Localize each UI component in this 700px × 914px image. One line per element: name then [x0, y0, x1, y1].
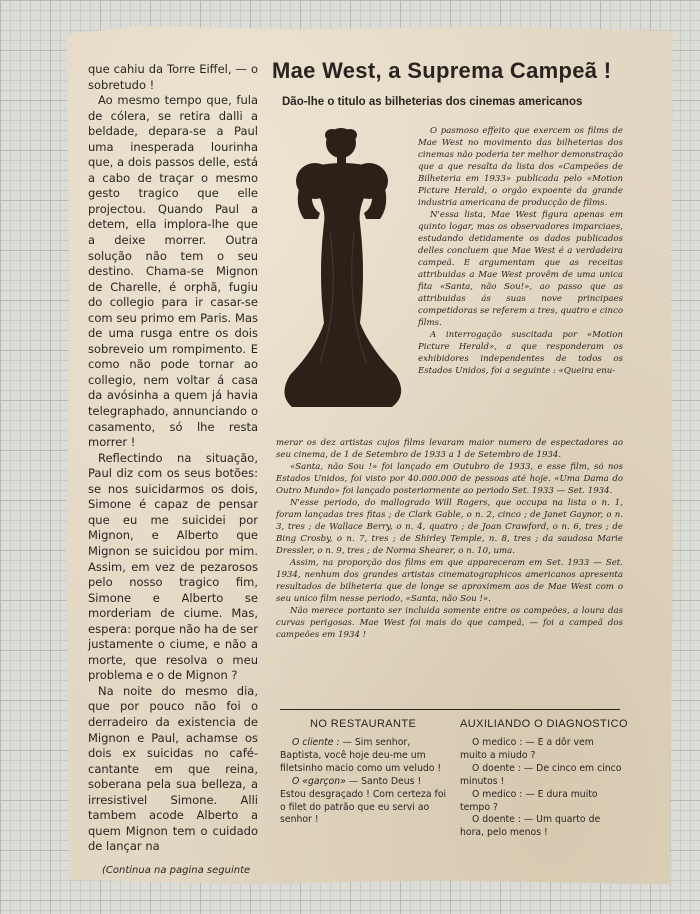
- story-paragraph: que cahiu da Torre Eiffel, — o sobretudo !: [88, 62, 258, 92]
- story-paragraph: Reflectindo na situação, Paul diz com os seus botões: se nos suicidarmos os dois, Simone é capaz de pensar que eu me suicidei por Mignon, e Alberto que Mignon se suicidou por mim. Assim, em vez de pezarosos pelo nosso tragico fim, Simone e Alberto se morderiam de ciume. Mas, espera: porque não ha de ser justamente o ciume, e não a morte, que resolva o meu problema e o de Mignon ?: [88, 450, 258, 683]
- joke-title-restaurante: NO RESTAURANTE: [310, 718, 417, 730]
- article-right-column: [418, 125, 623, 377]
- joke-restaurante: [280, 737, 448, 827]
- article-paragraph: O pasmoso effeito que exercem os films de Mae West no movimento das bilheterias dos cinemas não poderia ter melhor demonstração que a que resalta da lista dos «Campeões de Bilheteria em 1933» publicada pelo «Motion Picture Herald, o orgão expoente da grande industria americana de producção de films.: [418, 126, 623, 208]
- joke-line: O cliente : — Sim senhor, Baptista, você hoje deu-me um filetsinho macio como um veludo !: [280, 737, 442, 774]
- article-subheadline: Dão-lhe o titulo as bilheterias dos cinemas americanos: [282, 96, 583, 108]
- joke-line: O medico : — E dura muito tempo ?: [460, 788, 598, 813]
- article-paragraph: merar os dez artistas cujos films levaram maior numero de espectadores ao seu cinema, de 1 de Setembro de 1933 a 1 de Setembro de 1934.: [276, 438, 623, 460]
- joke-diagnostico: [460, 737, 622, 840]
- continued-note: (Continua na pagina seguinte: [102, 864, 251, 876]
- story-paragraph: Ao mesmo tempo que, fula de cólera, se retira dalli a beldade, depara-se a Paul uma inesperada lourinha que, a dois passos delle, está a cabo de traçar o mesmo gesto tragico que elle projectou. Quando Paul a detem, ella implora-lhe que a deixe morrer. Outra solução não tem o seu destino. Chama-se Mignon de Charelle, é orphã, fugiu do collegio para ir casar-se com seu primo em Paris. Mas de uma rusga entre os dois sobreveio um rompimento. E como não pode tornar ao collegio, nem voltar á casa da avósinha a quem já havia telegraphado, annunciando o casamento, só lhe resta morrer !: [88, 93, 258, 450]
- article-paragraph: A interrogação suscitada por «Motion Picture Herald», a que responderam os exhibidores independentes de todos os Estados Unidos, foi a seguinte : «Queira enu-: [418, 330, 623, 376]
- article-paragraph: Não merece portanto ser incluida somente entre os campeões, a loura das curvas perigosas. Mae West foi mais do que campeã, — foi a campeã dos campeões em 1934 !: [276, 606, 623, 640]
- article-paragraph: Assim, na proporção dos films em que appareceram em Set. 1933 — Set. 1934, nenhum dos grandes artistas cinematographicos americanos apresenta resultados de bilheteria que de longe se aproximem aos de Mae West com o seu unico film nesse periodo, «Santa, não Sou !».: [276, 558, 623, 604]
- joke-line: O medico : — E a dôr vem muito a miudo ?: [460, 737, 594, 761]
- article-paragraph: N'esse periodo, do mallogrado Will Rogers, que occupa na lista o n. 1, foram lançadas tres fitas ; de Clark Gable, o n. 2, cinco ; de Janet Gaynor, o n. 3, tres ; de Wallace Berry, o n. 4, quatro ; de Joan Crawford, o n. 6, tres ; de Bing Crosby, o n. 7, tres ; de Shirley Temple, n. 8, tres ; da saudosa Marie Dressler, o n. 9, tres ; de Norma Shearer, o n. 10, uma.: [276, 498, 623, 556]
- article-paragraph: «Santa, não Sou !» foi lançado em Outubro de 1933, e esse film, só nos Estados Unidos, foi visto por 40.000.000 de pessoas até hoje. «Uma Dama do Outro Mundo» foi lançado posteriormente ao periodo Set. 1933 — Set. 1934.: [276, 462, 623, 496]
- section-divider: [280, 709, 620, 710]
- joke-line: O doente : — De cinco em cinco minutos !: [460, 762, 622, 787]
- article-paragraph: N'essa lista, Mae West figura apenas em quinto logar, mas os observadores imparciaes, estudando detidamente os dados publicados delles concluem que Mae West é a verdadeira campeã. E argumentam que as receitas attribuidas a Mae West provêm de uma unica fita «Santa, não Sou!», ao passo que as attribuidas ás suas nove principaes competidoras se referem a tres, quatro e cinco films.: [418, 210, 623, 328]
- article-wide-column: [276, 437, 623, 641]
- story-paragraph: Na noite do mesmo dia, que por pouco não foi o derradeiro da existencia de Mignon e Paul, achamse os dois ex suicidas no café-cantante em que reina, soberana pela sua belleza, a irresistivel Simone. Alli tambem acode Alberto a quem Mignon tem o cuidado de lançar na: [88, 683, 258, 854]
- continued-story-column: [88, 62, 258, 878]
- mae-west-silhouette-illustration: [280, 123, 410, 415]
- joke-title-diagnostico: AUXILIANDO O DIAGNOSTICO: [460, 718, 628, 730]
- article-headline: Mae West, a Suprema Campeã !: [272, 58, 612, 83]
- joke-line: O doente : — Um quarto de hora, pelo menos !: [460, 814, 601, 839]
- joke-line: O «garçon» — Santo Deus ! Estou desgraçado ! Com certeza foi o filet do patrão que eu servi ao senhor !: [280, 775, 447, 826]
